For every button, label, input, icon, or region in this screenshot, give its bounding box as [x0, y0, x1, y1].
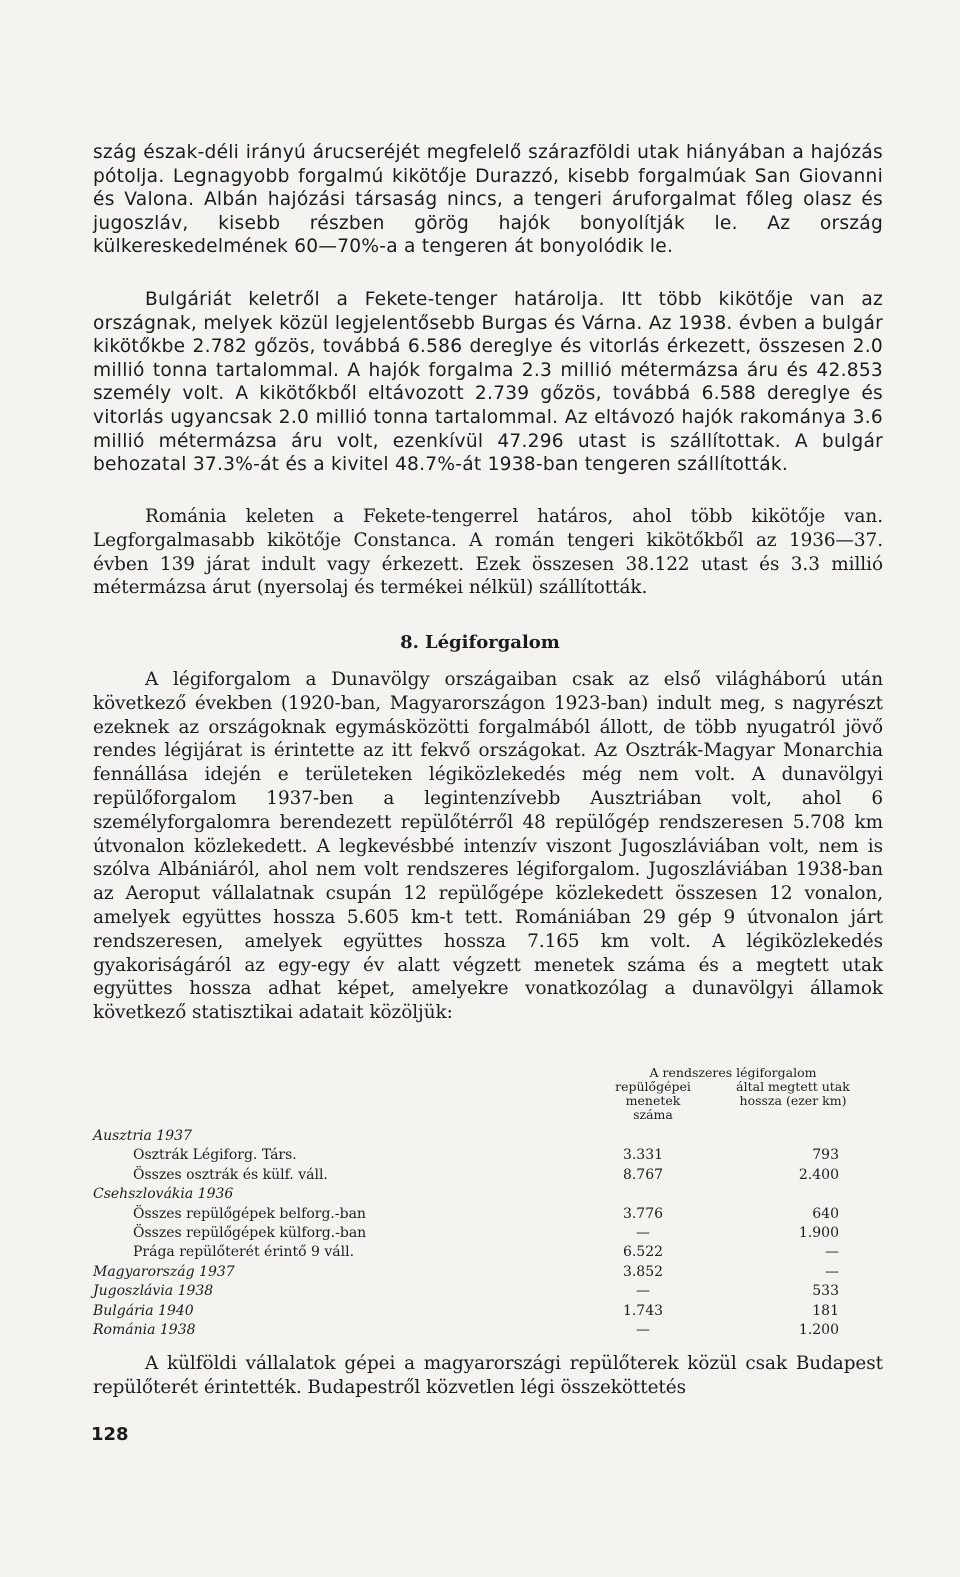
row-label: Románia 1938 [93, 1321, 196, 1338]
table-row [93, 1166, 853, 1185]
table-row [93, 1224, 853, 1243]
row-flights: — [636, 1321, 650, 1338]
row-label: Összes repülőgépek belforg.-ban [133, 1205, 366, 1222]
row-label: Ausztria 1937 [93, 1128, 192, 1144]
paragraph-albania: szág észak-déli irányú árucseréjét megfelelő szárazföldi utak hiányában a hajózás pótolja. Legnagyobb forgalmú kikötője Durazzó, kisebb forgalmúak San Giovanni és Valona. Albán hajózási társaság nincs, a tengeri áruforgalmat főleg olasz és jugoszláv, kisebb részben görög hajók bonyolítják le. Az ország külkereskedelmének 60—70%-a a tengeren át bonyolódik le. [93, 142, 883, 258]
page-number: 128 [91, 1424, 129, 1445]
table-row [93, 1321, 853, 1340]
table-header-top: A rendszeres légiforgalom [649, 1065, 817, 1080]
row-label: Prága repülőterét érintő 9 váll. [133, 1244, 355, 1261]
paragraph-romania: Románia keleten a Fekete-tengerrel határos, ahol több kikötője van. Legforgalmasabb kikötője Constanca. A román tengeri kikötőkből az 1936—37. évben 139 járat indult vagy érkezett. Ezek összesen 38.122 utast és 3.3 millió métermázsa árut (nyersolaj és termékei nélkül) szállították. [93, 506, 883, 599]
table-header [608, 1066, 868, 1126]
table-row [93, 1282, 853, 1301]
paragraph-air-traffic: A légiforgalom a Dunavölgy országaiban csak az első világháború után következő években (1920-ban, Magyarországon 1923-ban) indult meg, s nagyrészt ezeknek az országoknak egymásközötti forgalmából állott, de több nyugatról jövő rendes légijárat is érintette az itt fekvő országokat. Az Osztrák-Magyar Monarchia fennállása idején e területeken légiközlekedés még nem volt. A dunavölgyi repülőforgalom 1937-ben a legintenzívebb Ausztriában volt, ahol 6 személyforgalomra berendezett repülőtérről 48 repülőgép rendszeresen 5.708 km útvonalon közlekedett. A legkevésbbé intenzív viszont Jugoszláviában volt, nem is szólva Albániáról, ahol nem volt rendszeres légiforgalom. Jugoszláviában 1938-ban az Aeroput vállalatnak csupán 12 repülőgépe közlekedett összesen 12 vonalon, amelyek együttes hossza 5.605 km-t tett. Romániában 29 gép 9 útvonalon járt rendszeresen, amelyek együttes hossza 7.165 km volt. A légiközlekedés gyakoriságáról az egy-egy év alatt végzett menetek száma és a megtett utak együttes hossza adhat képet, amelyekre vonatkozólag a dunavölgyi államok következő statisztikai adatait közöljük: [93, 669, 883, 1024]
table-row [93, 1243, 853, 1262]
table-row [93, 1302, 853, 1321]
row-distance: 2.400 [798, 1166, 839, 1183]
statistics-table [93, 1127, 853, 1340]
table-row [93, 1146, 853, 1165]
row-flights: 3.776 [622, 1205, 664, 1222]
row-label: Magyarország 1937 [93, 1263, 235, 1280]
row-distance: — [825, 1263, 839, 1280]
section-title: Légiforgalom [424, 632, 560, 653]
table-header-flights: repülőgépei menetek száma [615, 1079, 691, 1122]
row-distance: 793 [812, 1147, 839, 1164]
section-heading [0, 632, 960, 653]
row-distance: 533 [812, 1283, 839, 1300]
row-flights: — [636, 1283, 650, 1300]
row-label: Összes repülőgépek külforg.-ban [133, 1224, 367, 1241]
row-label: Osztrák Légiforg. Társ. [133, 1147, 297, 1164]
row-flights: 3.852 [622, 1263, 664, 1280]
table-row [93, 1185, 853, 1204]
row-flights: 3.331 [622, 1147, 664, 1164]
row-label: Csehszlovákia 1936 [93, 1186, 234, 1203]
row-distance: 640 [812, 1205, 839, 1222]
row-distance: 1.200 [798, 1321, 839, 1338]
row-label: Bulgária 1940 [93, 1302, 194, 1319]
paragraph-budapest: A külföldi vállalatok gépei a magyarországi repülőterek közül csak Budapest repülőterét érintették. Budapestről közvetlen légi összeköttetés [93, 1353, 883, 1398]
table-row [93, 1127, 853, 1146]
row-flights: 8.767 [622, 1166, 664, 1183]
section-number: 8. [400, 632, 419, 653]
row-flights: 1.743 [622, 1302, 664, 1319]
row-label: Összes osztrák és külf. váll. [133, 1166, 328, 1183]
row-distance: 1.900 [798, 1224, 839, 1241]
row-distance: 181 [812, 1302, 839, 1319]
row-distance: — [825, 1244, 839, 1261]
row-flights: — [636, 1224, 650, 1241]
table-row [93, 1205, 853, 1224]
row-flights: 6.522 [622, 1244, 664, 1261]
row-label: Jugoszlávia 1938 [93, 1283, 214, 1300]
paragraph-bulgaria: Bulgáriát keletről a Fekete-tenger határolja. Itt több kikötője van az országnak, melyek közül legjelentősebb Burgas és Várna. Az 1938. évben a bulgár kikötőkbe 2.782 gőzös, továbbá 6.586 dereglye és vitorlás érkezett, összesen 2.0 millió tonna tartalommal. A hajók forgalma 2.3 millió métermázsa áru és 42.853 személy volt. A kikötőkből eltávozott 2.739 gőzös, továbbá 6.588 dereglye és vitorlás ugyancsak 2.0 millió tonna tartalommal. Az eltávozó hajók rakománya 3.6 millió métermázsa áru volt, ezenkívül 47.296 utast is szállítottak. A bulgár behozatal 37.3%-át és a kivitel 48.7%-át 1938-ban tengeren szállították. [93, 289, 883, 476]
table-header-distance: által megtett utak hossza (ezer km) [736, 1079, 850, 1108]
table-row [93, 1263, 853, 1282]
